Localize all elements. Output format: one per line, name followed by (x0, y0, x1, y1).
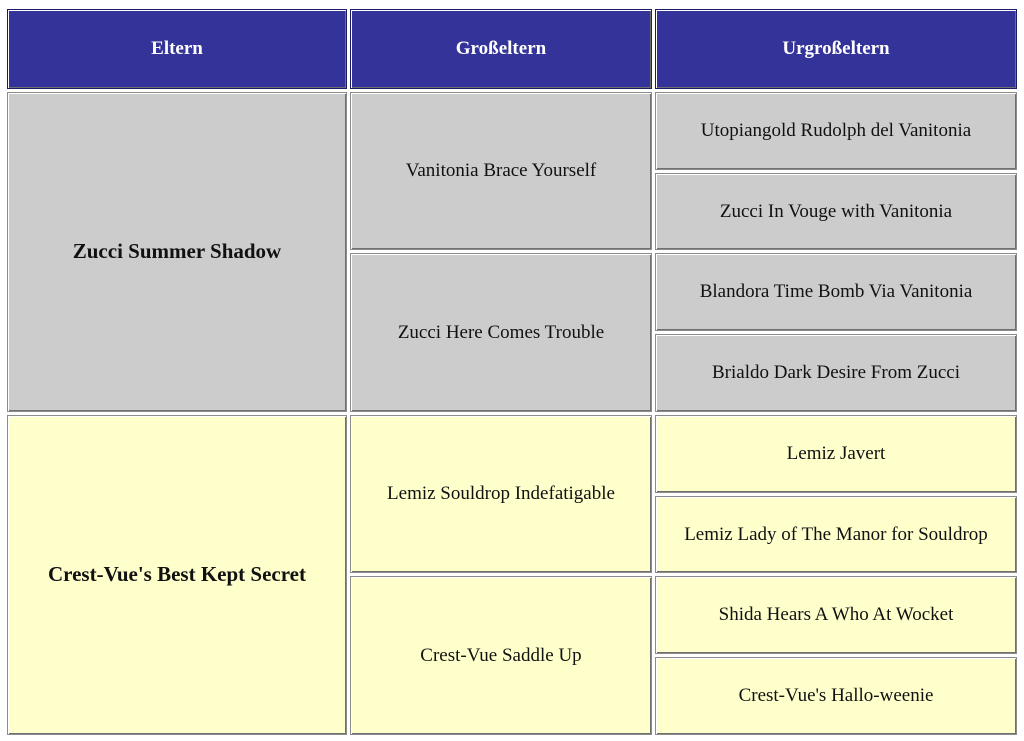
grandparent-sire-dam: Zucci Here Comes Trouble (350, 253, 652, 412)
grandparent-sire-sire: Vanitonia Brace Yourself (350, 92, 652, 251)
great-grandparent-dss: Lemiz Javert (655, 415, 1017, 493)
great-grandparent-sds: Blandora Time Bomb Via Vanitonia (655, 253, 1017, 331)
great-grandparent-ssd: Zucci In Vouge with Vanitonia (655, 173, 1017, 251)
parent-sire: Zucci Summer Shadow (7, 92, 347, 412)
header-row (7, 9, 1017, 89)
great-grandparent-sss: Utopiangold Rudolph del Vanitonia (655, 92, 1017, 170)
great-grandparent-sdd: Brialdo Dark Desire From Zucci (655, 334, 1017, 412)
pedigree-row (7, 92, 1017, 170)
parent-dam: Crest-Vue's Best Kept Secret (7, 415, 347, 735)
header-parents: Eltern (7, 9, 347, 89)
grandparent-dam-sire: Lemiz Souldrop Indefatigable (350, 415, 652, 574)
pedigree-table (4, 6, 1020, 738)
great-grandparent-ddd: Crest-Vue's Hallo-weenie (655, 657, 1017, 735)
great-grandparent-dsd: Lemiz Lady of The Manor for Souldrop (655, 496, 1017, 574)
grandparent-dam-dam: Crest-Vue Saddle Up (350, 576, 652, 735)
great-grandparent-dds: Shida Hears A Who At Wocket (655, 576, 1017, 654)
header-great-grandparents: Urgroßeltern (655, 9, 1017, 89)
pedigree-row (7, 415, 1017, 493)
header-grandparents: Großeltern (350, 9, 652, 89)
